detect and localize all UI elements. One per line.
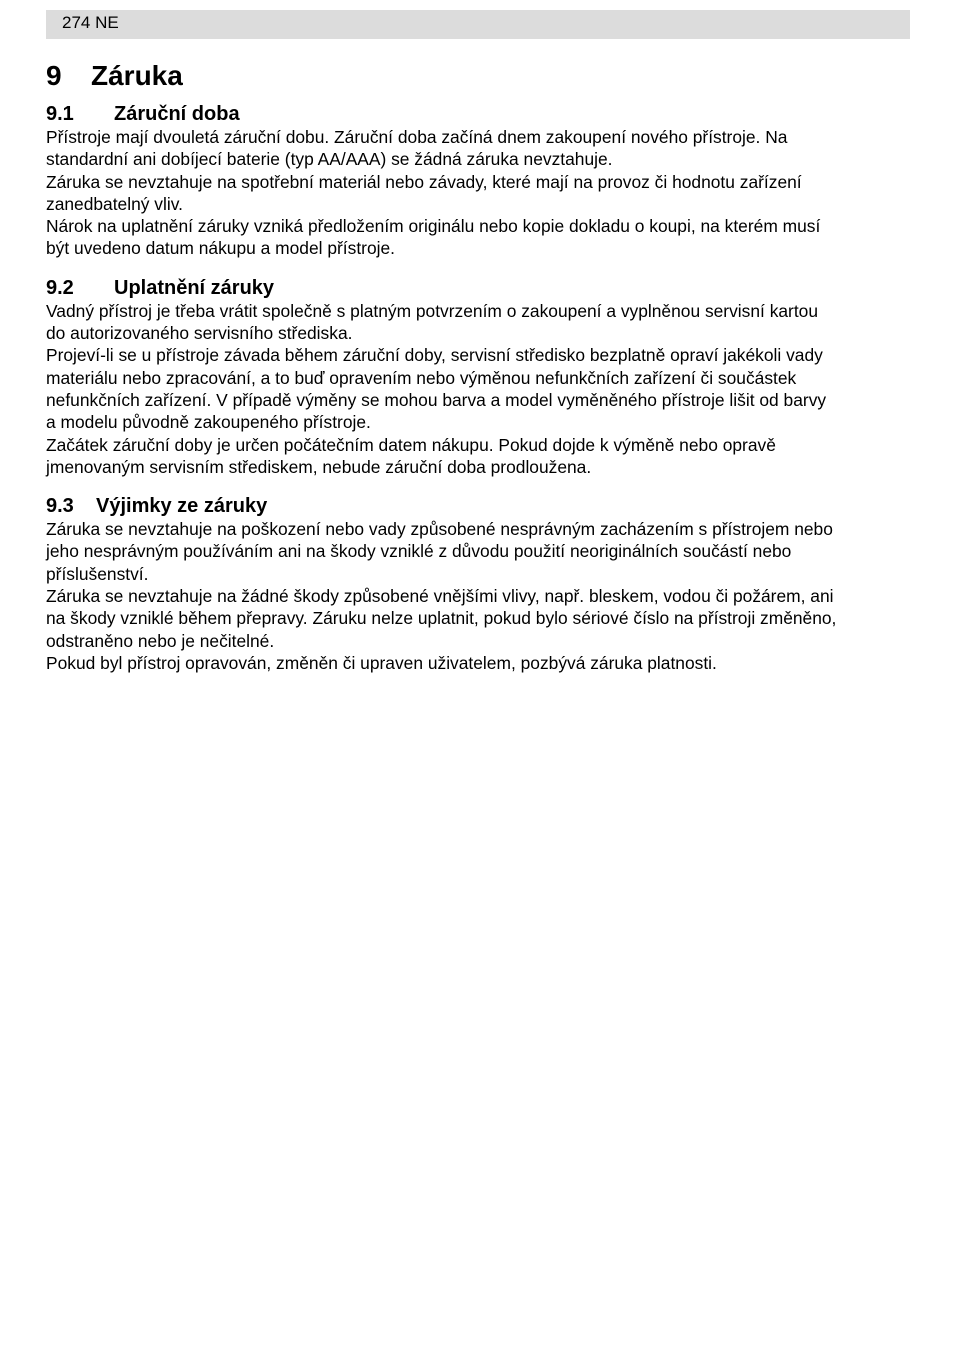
section-title-text: Záruční doba — [114, 103, 240, 125]
document-body — [46, 56, 912, 674]
section-number: 9.2 — [46, 276, 74, 299]
paragraph: Záruka se nevztahuje na spotřební materiál nebo závady, které mají na provoz či hodnotu zařízení zanedbatelný vliv. — [46, 171, 802, 214]
section-title — [46, 103, 912, 126]
section-title — [46, 495, 912, 518]
paragraph: Záruka se nevztahuje na poškození nebo vady způsobené nesprávným zacházením s přístrojem nebo jeho nesprávným používáním ani na škody vzniklé z důvodu použití neoriginálních součástí nebo příslušenství. — [46, 519, 833, 584]
paragraph: Záruka se nevztahuje na žádné škody způsobené vnějšími vlivy, např. bleskem, vodou či požárem, ani na škody vzniklé během přepravy. Záruku nelze uplatnit, pokud bylo sériové číslo na přístroji změněno, odstraněno nebo je nečitelné. — [46, 586, 837, 651]
paragraph: Začátek záruční doby je určen počátečním datem nákupu. Pokud dojde k výměně nebo opravě jmenovaným servisním střediskem, nebude záruční doba prodloužena. — [46, 434, 776, 477]
section-title-text: Výjimky ze záruky — [96, 495, 268, 518]
section-warranty-exclusions — [46, 495, 912, 674]
chapter-title-text: Záruka — [91, 60, 183, 91]
section-warranty-period — [46, 103, 912, 260]
chapter-title — [46, 56, 912, 96]
chapter-number: 9 — [46, 60, 62, 91]
paragraph: Přístroje mají dvouletá záruční dobu. Záruční doba začíná dnem zakoupení nového přístroje. Na standardní ani dobíjecí baterie (typ AA/AAA) se žádná záruka nevztahuje. — [46, 127, 788, 170]
section-title-text: Uplatnění záruky — [114, 276, 275, 299]
section-number: 9.3 — [46, 495, 74, 518]
paragraph: Projeví-li se u přístroje závada během záruční doby, servisní středisko bezplatně opraví jakékoli vady materiálu nebo zpracování, a to buď opravením nebo výměnou nefunkčních zařízení či součástek nefunkčních zařízení. V případě výměny se mohou barva a model vyměněného přístroje lišit od barvy a modelu původně zakoupeného přístroje. — [46, 345, 827, 433]
paragraph: Vadný přístroj je třeba vrátit společně s platným potvrzením o zakoupení a vyplněnou servisní kartou do autorizovaného servisního střediska. — [46, 300, 819, 344]
paragraph: Pokud byl přístroj opravován, změněn či upraven uživatelem, pozbývá záruka platnosti. — [46, 652, 717, 673]
paragraph: Nárok na uplatnění záruky vzniká předložením originálu nebo kopie dokladu o koupi, na kterém musí být uvedeno datum nákupu a model přístroje. — [46, 216, 821, 259]
page-label: 274 NE — [62, 13, 119, 32]
section-number: 9.1 — [46, 103, 74, 125]
section-title — [46, 277, 912, 300]
page-header — [46, 10, 910, 39]
section-warranty-claim — [46, 277, 912, 478]
